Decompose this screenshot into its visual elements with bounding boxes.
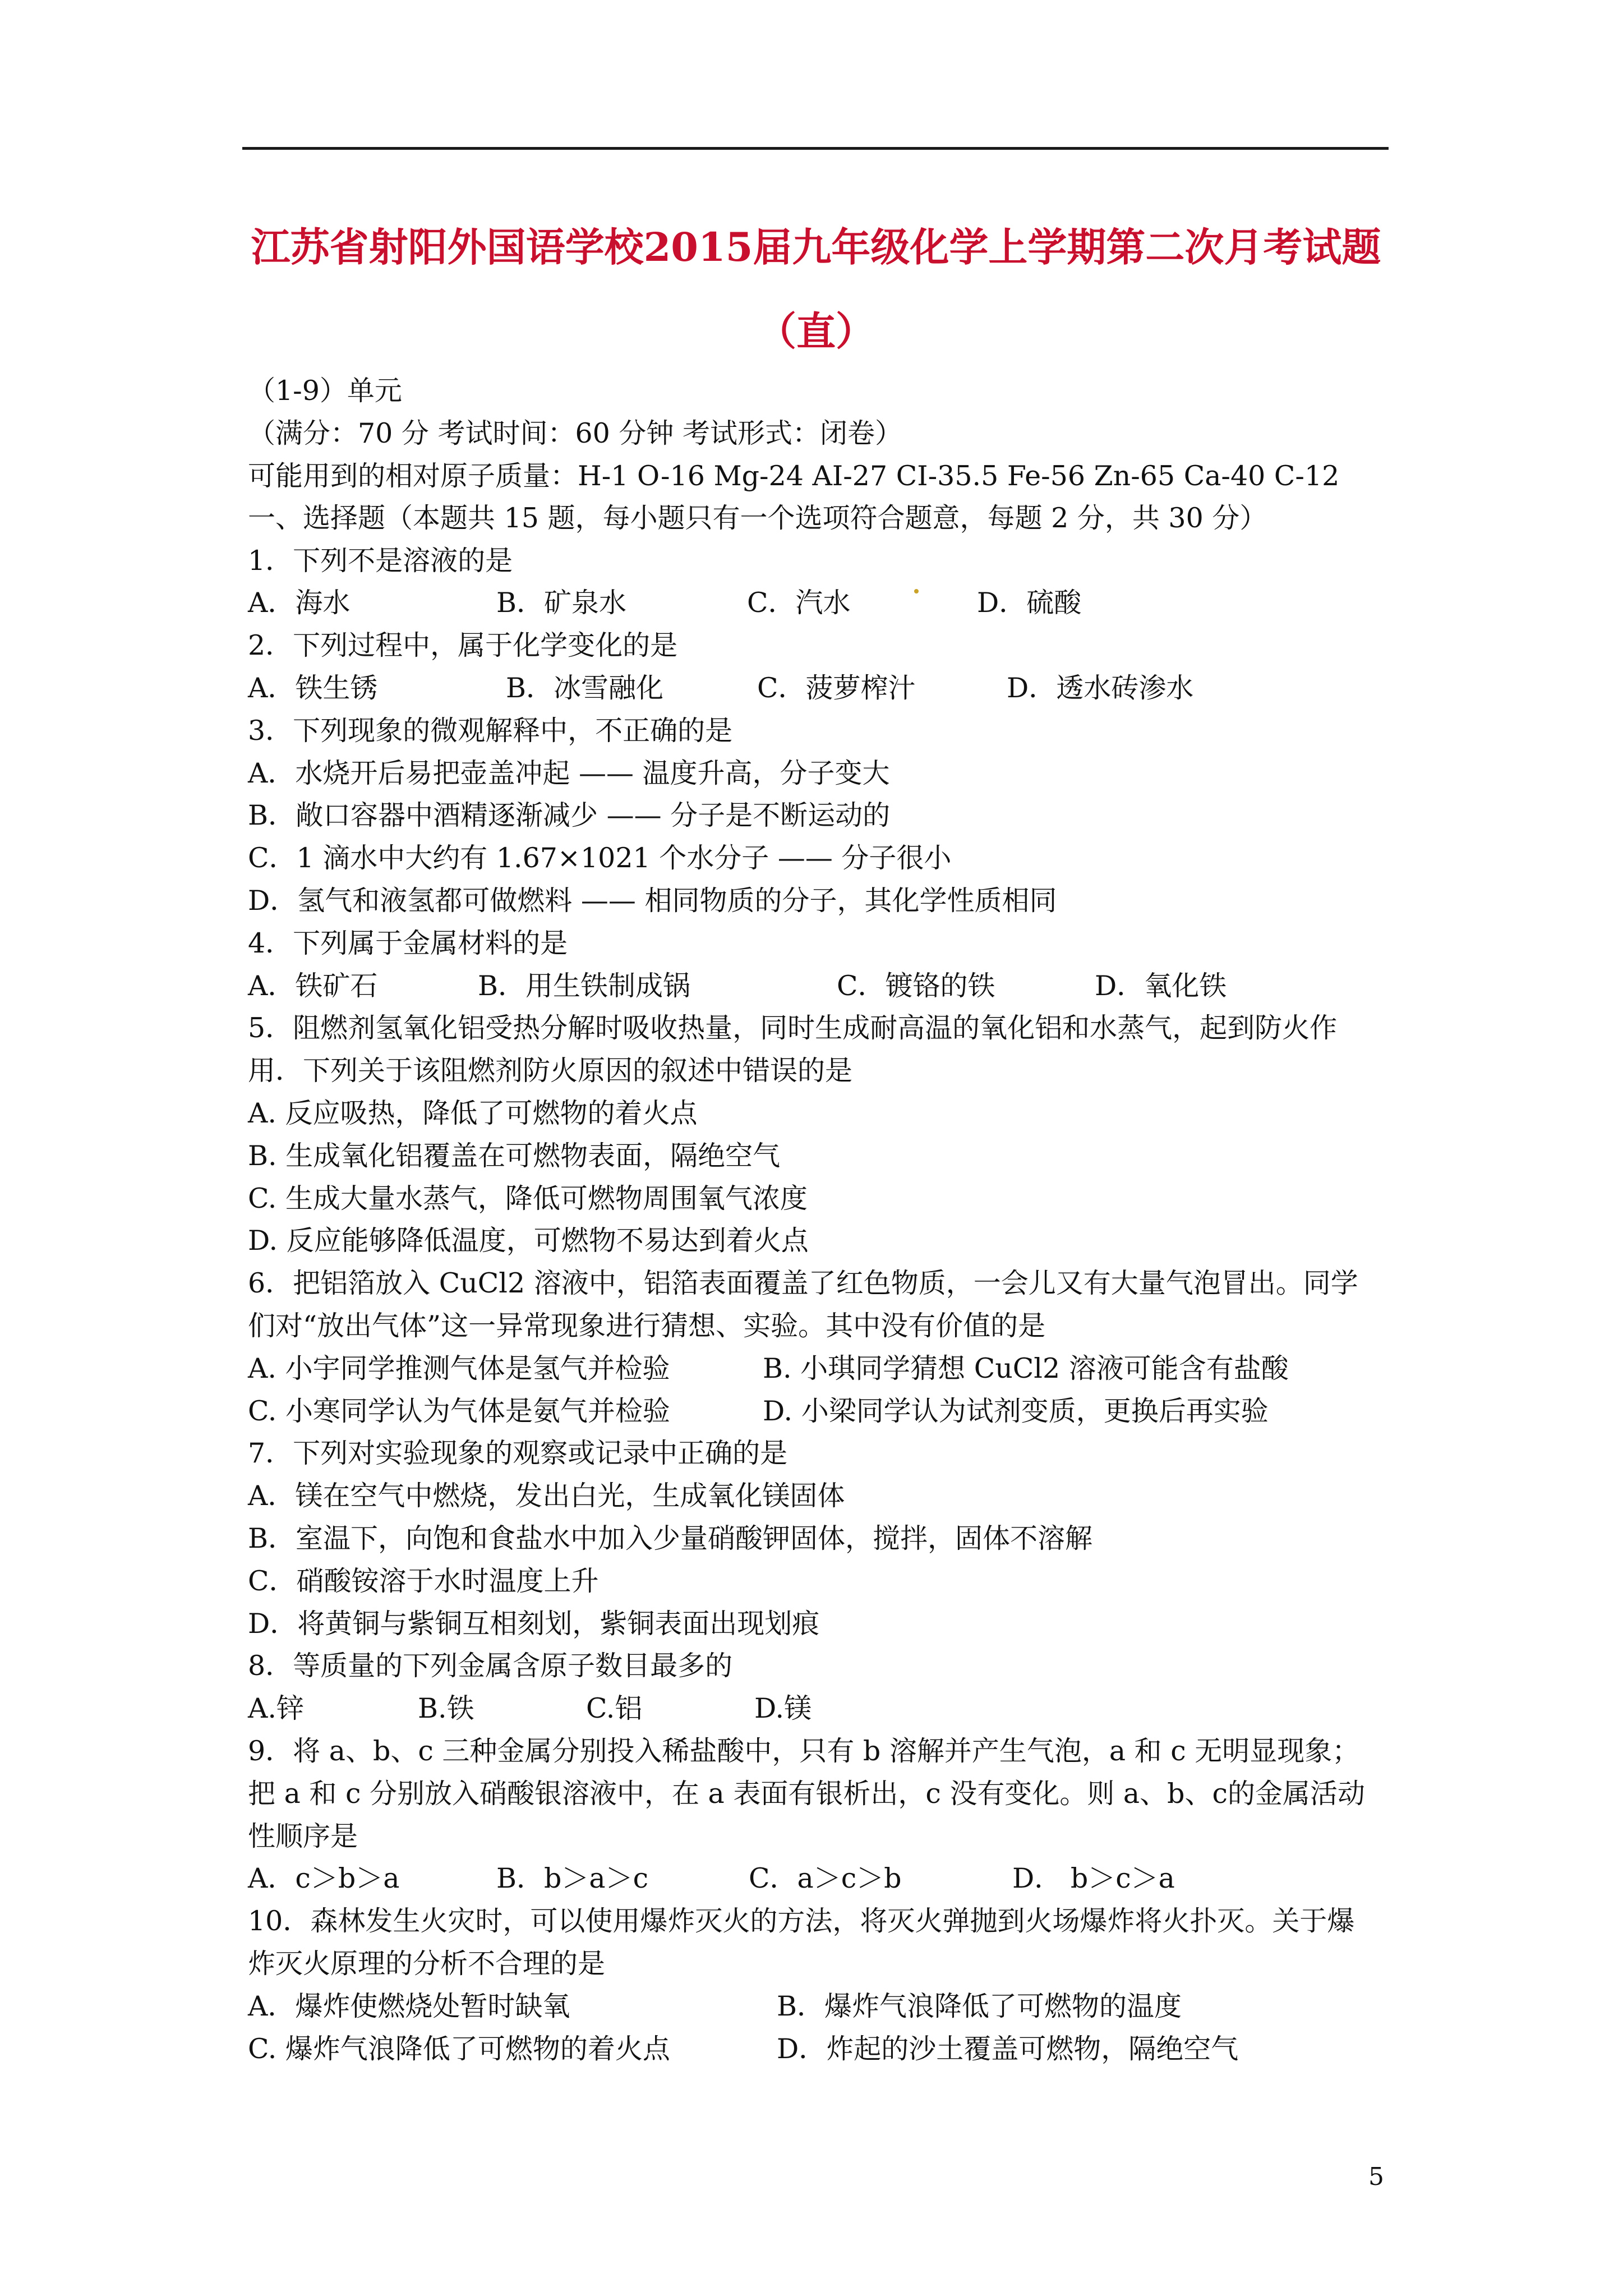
q2-option-b: B．冰雪融化 [506, 672, 664, 704]
question-4: 4．下列属于金属材料的是 [248, 927, 568, 959]
q5-option-a: A. 反应吸热，降低了可燃物的着火点 [248, 1097, 698, 1129]
q5-option-c: C. 生成大量水蒸气，降低可燃物周围氧气浓度 [248, 1182, 808, 1214]
q7-option-c: C．硝酸铵溶于水时温度上升 [248, 1565, 599, 1597]
q4-option-d: D．氧化铁 [1095, 970, 1227, 1002]
q7-option-a: A．镁在空气中燃烧，发出白光，生成氧化镁固体 [248, 1480, 845, 1512]
q1-option-b: B．矿泉水 [496, 587, 627, 619]
question-6-line-2: 们对“放出气体”这一异常现象进行猜想、实验。其中没有价值的是 [248, 1310, 1046, 1342]
q10-option-b: B．爆炸气浪降低了可燃物的温度 [777, 1990, 1182, 2022]
q3-option-d: D．氢气和液氢都可做燃料 —— 相同物质的分子，其化学性质相同 [248, 885, 1057, 917]
q2-option-a: A．铁生锈 [248, 672, 378, 704]
header-rule [242, 147, 1389, 150]
q10-option-c: C. 爆炸气浪降低了可燃物的着火点 [248, 2033, 670, 2065]
question-9-line-2: 把 a 和 c 分别放入硝酸银溶液中，在 a 表面有银析出，c 没有变化。则 a、b、c的金属活动 [248, 1778, 1365, 1810]
atomic-masses: 可能用到的相对原子质量：H-1 O-16 Mg-24 AI-27 CI-35.5 Fe-56 Zn-65 Ca-40 C-12 [248, 460, 1340, 492]
q3-option-b: B．敞口容器中酒精逐渐减少 —— 分子是不断运动的 [248, 799, 891, 831]
q10-option-d: D．炸起的沙土覆盖可燃物，隔绝空气 [777, 2033, 1239, 2065]
question-9-line-1: 9．将 a、b、c 三种金属分别投入稀盐酸中，只有 b 溶解并产生气泡，a 和 c 无明显现象； [248, 1735, 1360, 1767]
page-number: 5 [1368, 2162, 1384, 2191]
question-3: 3．下列现象的微观解释中，不正确的是 [248, 715, 733, 747]
q4-option-b: B．用生铁制成锅 [478, 970, 691, 1002]
q1-option-a: A．海水 [248, 587, 351, 619]
question-6-line-1: 6．把铝箔放入 CuCl2 溶液中，铝箔表面覆盖了红色物质，一会儿又有大量气泡冒出。同学 [248, 1267, 1358, 1299]
q6-option-d: D. 小梁同学认为试剂变质，更换后再实验 [763, 1395, 1269, 1427]
question-5-line-2: 用．下列关于该阻燃剂防火原因的叙述中错误的是 [248, 1055, 853, 1087]
exam-title: 江苏省射阳外国语学校2015届九年级化学上学期第二次月考试题 [251, 224, 1381, 270]
question-5-line-1: 5．阻燃剂氢氧化铝受热分解时吸收热量，同时生成耐高温的氧化铝和水蒸气，起到防火作 [248, 1012, 1338, 1044]
q4-option-c: C．镀铬的铁 [837, 970, 995, 1002]
question-10-line-2: 炸灭火原理的分析不合理的是 [248, 1948, 606, 1980]
q2-option-c: C．菠萝榨汁 [757, 672, 916, 704]
q3-option-a: A．水烧开后易把壶盖冲起 —— 温度升高，分子变大 [248, 757, 890, 789]
q6-option-a: A. 小宇同学推测气体是氢气并检验 [248, 1352, 670, 1384]
q8-option-b: B.铁 [418, 1692, 474, 1724]
q7-option-b: B．室温下，向饱和食盐水中加入少量硝酸钾固体，搅拌，固体不溶解 [248, 1522, 1093, 1554]
q4-option-a: A．铁矿石 [248, 970, 378, 1002]
q10-option-a: A．爆炸使燃烧处暂时缺氧 [248, 1990, 570, 2022]
exam-info: （满分：70 分 考试时间：60 分钟 考试形式：闭卷） [248, 417, 903, 449]
question-8: 8．等质量的下列金属含原子数目最多的 [248, 1650, 733, 1682]
q9-option-d: D． b＞c＞a [1012, 1862, 1175, 1894]
section-heading: 一、选择题（本题共 15 题，每小题只有一个选项符合题意，每题 2 分，共 30 分） [248, 502, 1267, 534]
q6-option-b: B. 小琪同学猜想 CuCl2 溶液可能含有盐酸 [763, 1352, 1289, 1384]
q8-option-d: D.镁 [754, 1692, 812, 1724]
q8-option-a: A.锌 [248, 1692, 304, 1724]
unit-range: （1-9）单元 [248, 375, 402, 407]
q1-option-d: D．硫酸 [977, 587, 1082, 619]
q9-option-a: A．c＞b＞a [248, 1862, 400, 1894]
question-7: 7．下列对实验现象的观察或记录中正确的是 [248, 1437, 788, 1469]
question-9-line-3: 性顺序是 [248, 1820, 358, 1852]
q8-option-c: C.铝 [586, 1692, 643, 1724]
q7-option-d: D．将黄铜与紫铜互相刻划，紫铜表面出现划痕 [248, 1608, 820, 1640]
q5-option-d: D. 反应能够降低温度，可燃物不易达到着火点 [248, 1225, 809, 1257]
q9-option-b: B．b＞a＞c [496, 1862, 649, 1894]
q9-option-c: C．a＞c＞b [749, 1862, 902, 1894]
question-2: 2．下列过程中，属于化学变化的是 [248, 629, 678, 661]
exam-subtitle: （直） [757, 308, 875, 355]
question-1: 1．下列不是溶液的是 [248, 545, 513, 577]
q2-option-d: D．透水砖渗水 [1007, 672, 1194, 704]
q6-option-c: C. 小寒同学认为气体是氨气并检验 [248, 1395, 670, 1427]
q1-option-c: C．汽水 [747, 587, 851, 619]
ink-dot [914, 589, 919, 593]
q5-option-b: B. 生成氧化铝覆盖在可燃物表面，隔绝空气 [248, 1140, 781, 1172]
q3-option-c: C．1 滴水中大约有 1.67×1021 个水分子 —— 分子很小 [248, 842, 952, 874]
question-10-line-1: 10．森林发生火灾时，可以使用爆炸灭火的方法，将灭火弹抛到火场爆炸将火扑灭。关于爆 [248, 1905, 1355, 1937]
